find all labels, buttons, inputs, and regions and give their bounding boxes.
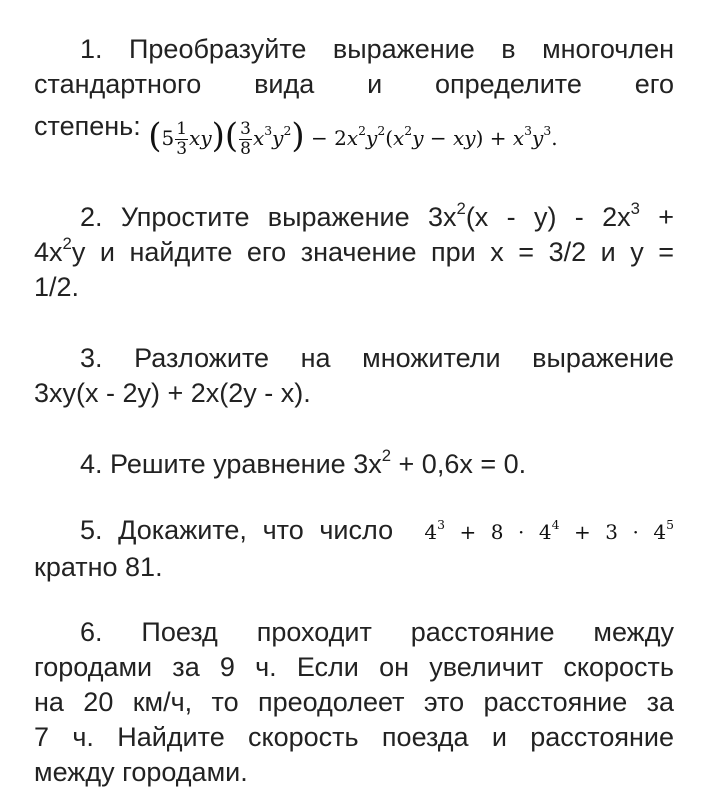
- task-4-text-a: 4. Решите уравнение 3x: [80, 449, 382, 479]
- task-5-line-1: [34, 513, 674, 550]
- task-2-sup-b: 3: [630, 198, 640, 218]
- task-2-text-d: 4x: [34, 237, 63, 267]
- task-2: [34, 200, 674, 305]
- task-2-sup-a: 2: [456, 198, 466, 218]
- task-2-line-2: [34, 235, 674, 270]
- task-4-sup-a: 2: [381, 445, 392, 465]
- task-3-line-2: 3xy(x - 2y) + 2x(2y - x).: [34, 378, 311, 408]
- task-3-line-1: 3. Разложите на множители выражение: [80, 343, 674, 373]
- task-2-line-1: [34, 200, 674, 235]
- task-4-text-b: + 0,6x = 0.: [391, 449, 527, 479]
- task-6: [34, 615, 674, 790]
- task-2-sup-d: 2: [62, 233, 72, 253]
- task-4-line-1: [34, 447, 674, 482]
- task-1-line-3: [34, 106, 674, 158]
- task-6-line-1: 6. Поезд проходит расстояние между: [80, 617, 674, 647]
- task-1-line-2: стандартного вида и определите его: [34, 69, 674, 99]
- task-6-line-3: на 20 км/ч, то преодолеет это расстояние за: [34, 687, 674, 717]
- task-2-line-3: 1/2.: [34, 272, 80, 302]
- task-6-line-5: между городами.: [34, 757, 248, 787]
- task-5-line-2: кратно 81.: [34, 552, 163, 582]
- task-1-line-1: 1. Преобразуйте выражение в многочлен: [80, 34, 674, 64]
- task-5-formula: $4^3 + 8 \cdot 4^4 + 3 \cdot 4^5$: [424, 517, 674, 544]
- task-1-prefix: степень:: [34, 111, 141, 141]
- task-2-text-b: (x - y) - 2x: [465, 202, 631, 232]
- task-1-formula: (5 $\frac{1}{3}$ xy)( $\frac{3}{8}$ $x^3y^2) - 2x^2y^2(x^2y - xy) + x^3y^3$.: [148, 116, 558, 159]
- task-4: [34, 447, 674, 482]
- task-2-text-c: +: [639, 202, 674, 232]
- task-2-text-e: y и найдите его значение при x = 3/2 и y =: [71, 237, 674, 267]
- task-6-line-4: 7 ч. Найдите скорость поезда и расстояние: [34, 722, 674, 752]
- task-6-line-2: городами за 9 ч. Если он увеличит скорость: [34, 652, 674, 682]
- task-1: [34, 32, 674, 158]
- task-2-text-a: 2. Упростите выражение 3x: [80, 202, 457, 232]
- task-5: [34, 513, 674, 585]
- task-5-prefix: 5. Докажите, что число: [80, 515, 394, 545]
- task-3: [34, 341, 674, 411]
